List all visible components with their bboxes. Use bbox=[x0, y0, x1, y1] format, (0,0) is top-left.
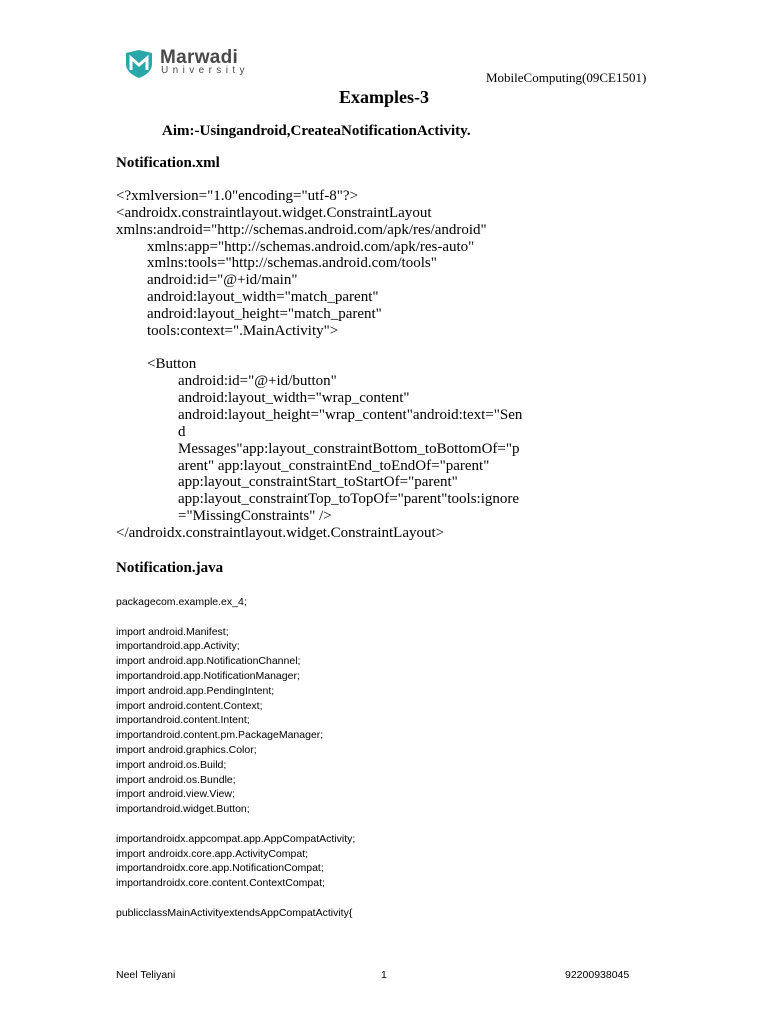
xml-line: android:id="@+id/main" bbox=[147, 272, 298, 289]
java-line: importandroidx.core.app.NotificationCompat; bbox=[116, 862, 324, 875]
xml-line: <androidx.constraintlayout.widget.ConstraintLayout bbox=[116, 204, 432, 221]
xml-line: </androidx.constraintlayout.widget.ConstraintLayout> bbox=[116, 524, 445, 541]
java-line: import android.app.PendingIntent; bbox=[116, 684, 275, 697]
xml-line: android:id="@+id/button" bbox=[178, 373, 337, 390]
xml-line: android:layout_width="match_parent" bbox=[147, 289, 379, 306]
xml-line: xmlns:android="http://schemas.android.com/apk/res/android" bbox=[116, 221, 487, 238]
xml-line: xmlns:app="http://schemas.android.com/apk/res-auto" bbox=[147, 238, 475, 255]
java-line: packagecom.example.ex_4; bbox=[116, 596, 247, 608]
java-line: importandroidx.core.content.ContextCompat; bbox=[116, 877, 325, 890]
java-line: importandroid.content.pm.PackageManager; bbox=[116, 729, 324, 742]
java-heading: Notification.java bbox=[116, 560, 224, 576]
logo-subtitle: University bbox=[161, 65, 249, 76]
java-code-block bbox=[116, 595, 355, 921]
xml-line: ="MissingConstraints" /> bbox=[178, 508, 332, 525]
java-line: import android.os.Bundle; bbox=[116, 773, 236, 786]
xml-line: <Button bbox=[147, 356, 197, 373]
xml-line: xmlns:tools="http://schemas.android.com/tools" bbox=[147, 255, 437, 272]
xml-line: d bbox=[178, 423, 186, 440]
java-line: import android.Manifest; bbox=[116, 625, 229, 638]
java-line: publicclassMainActivityextendsAppCompatActivity{ bbox=[116, 906, 353, 919]
aim-statement: Aim:-Usingandroid,CreateaNotificationActivity. bbox=[162, 123, 471, 139]
footer-author: Neel Teliyani bbox=[116, 969, 176, 981]
footer-enrollment-id: 92200938045 bbox=[565, 969, 630, 981]
footer-page-number: 1 bbox=[381, 969, 387, 981]
java-line: importandroid.app.Activity; bbox=[116, 640, 240, 653]
java-line: importandroidx.appcompat.app.AppCompatActivity; bbox=[116, 832, 356, 845]
logo-name: Marwadi bbox=[160, 47, 239, 68]
xml-line: android:layout_height="match_parent" bbox=[147, 305, 382, 322]
xml-line: android:layout_width="wrap_content" bbox=[178, 390, 410, 407]
java-line: import android.view.View; bbox=[116, 788, 235, 801]
page-title: Examples-3 bbox=[339, 87, 429, 107]
xml-line: Messages"app:layout_constraintBottom_toBottomOf="p bbox=[178, 440, 520, 457]
xml-line: tools:context=".MainActivity"> bbox=[147, 322, 339, 339]
java-line: importandroid.content.Intent; bbox=[116, 714, 250, 727]
java-line: importandroid.app.NotificationManager; bbox=[116, 669, 300, 682]
xml-code-block bbox=[116, 188, 536, 542]
java-line: import android.graphics.Color; bbox=[116, 743, 257, 756]
xml-line: <?xmlversion="1.0"encoding="utf-8"?> bbox=[116, 188, 359, 204]
java-line: import android.content.Context; bbox=[116, 699, 263, 712]
xml-line: arent" app:layout_constraintEnd_toEndOf="parent" bbox=[178, 457, 490, 474]
java-line: import androidx.core.app.ActivityCompat; bbox=[116, 847, 308, 860]
xml-line: android:layout_height="wrap_content"android:text="Sen bbox=[178, 406, 523, 423]
xml-line: app:layout_constraintTop_toTopOf="parent"tools:ignore bbox=[178, 491, 520, 508]
shield-icon bbox=[123, 50, 155, 78]
course-code: MobileComputing(09CE1501) bbox=[486, 70, 647, 85]
java-line: import android.os.Build; bbox=[116, 758, 227, 771]
xml-heading: Notification.xml bbox=[116, 155, 220, 171]
java-line: importandroid.widget.Button; bbox=[116, 803, 250, 816]
xml-line: app:layout_constraintStart_toStartOf="parent" bbox=[178, 474, 458, 491]
java-line: import android.app.NotificationChannel; bbox=[116, 655, 301, 668]
